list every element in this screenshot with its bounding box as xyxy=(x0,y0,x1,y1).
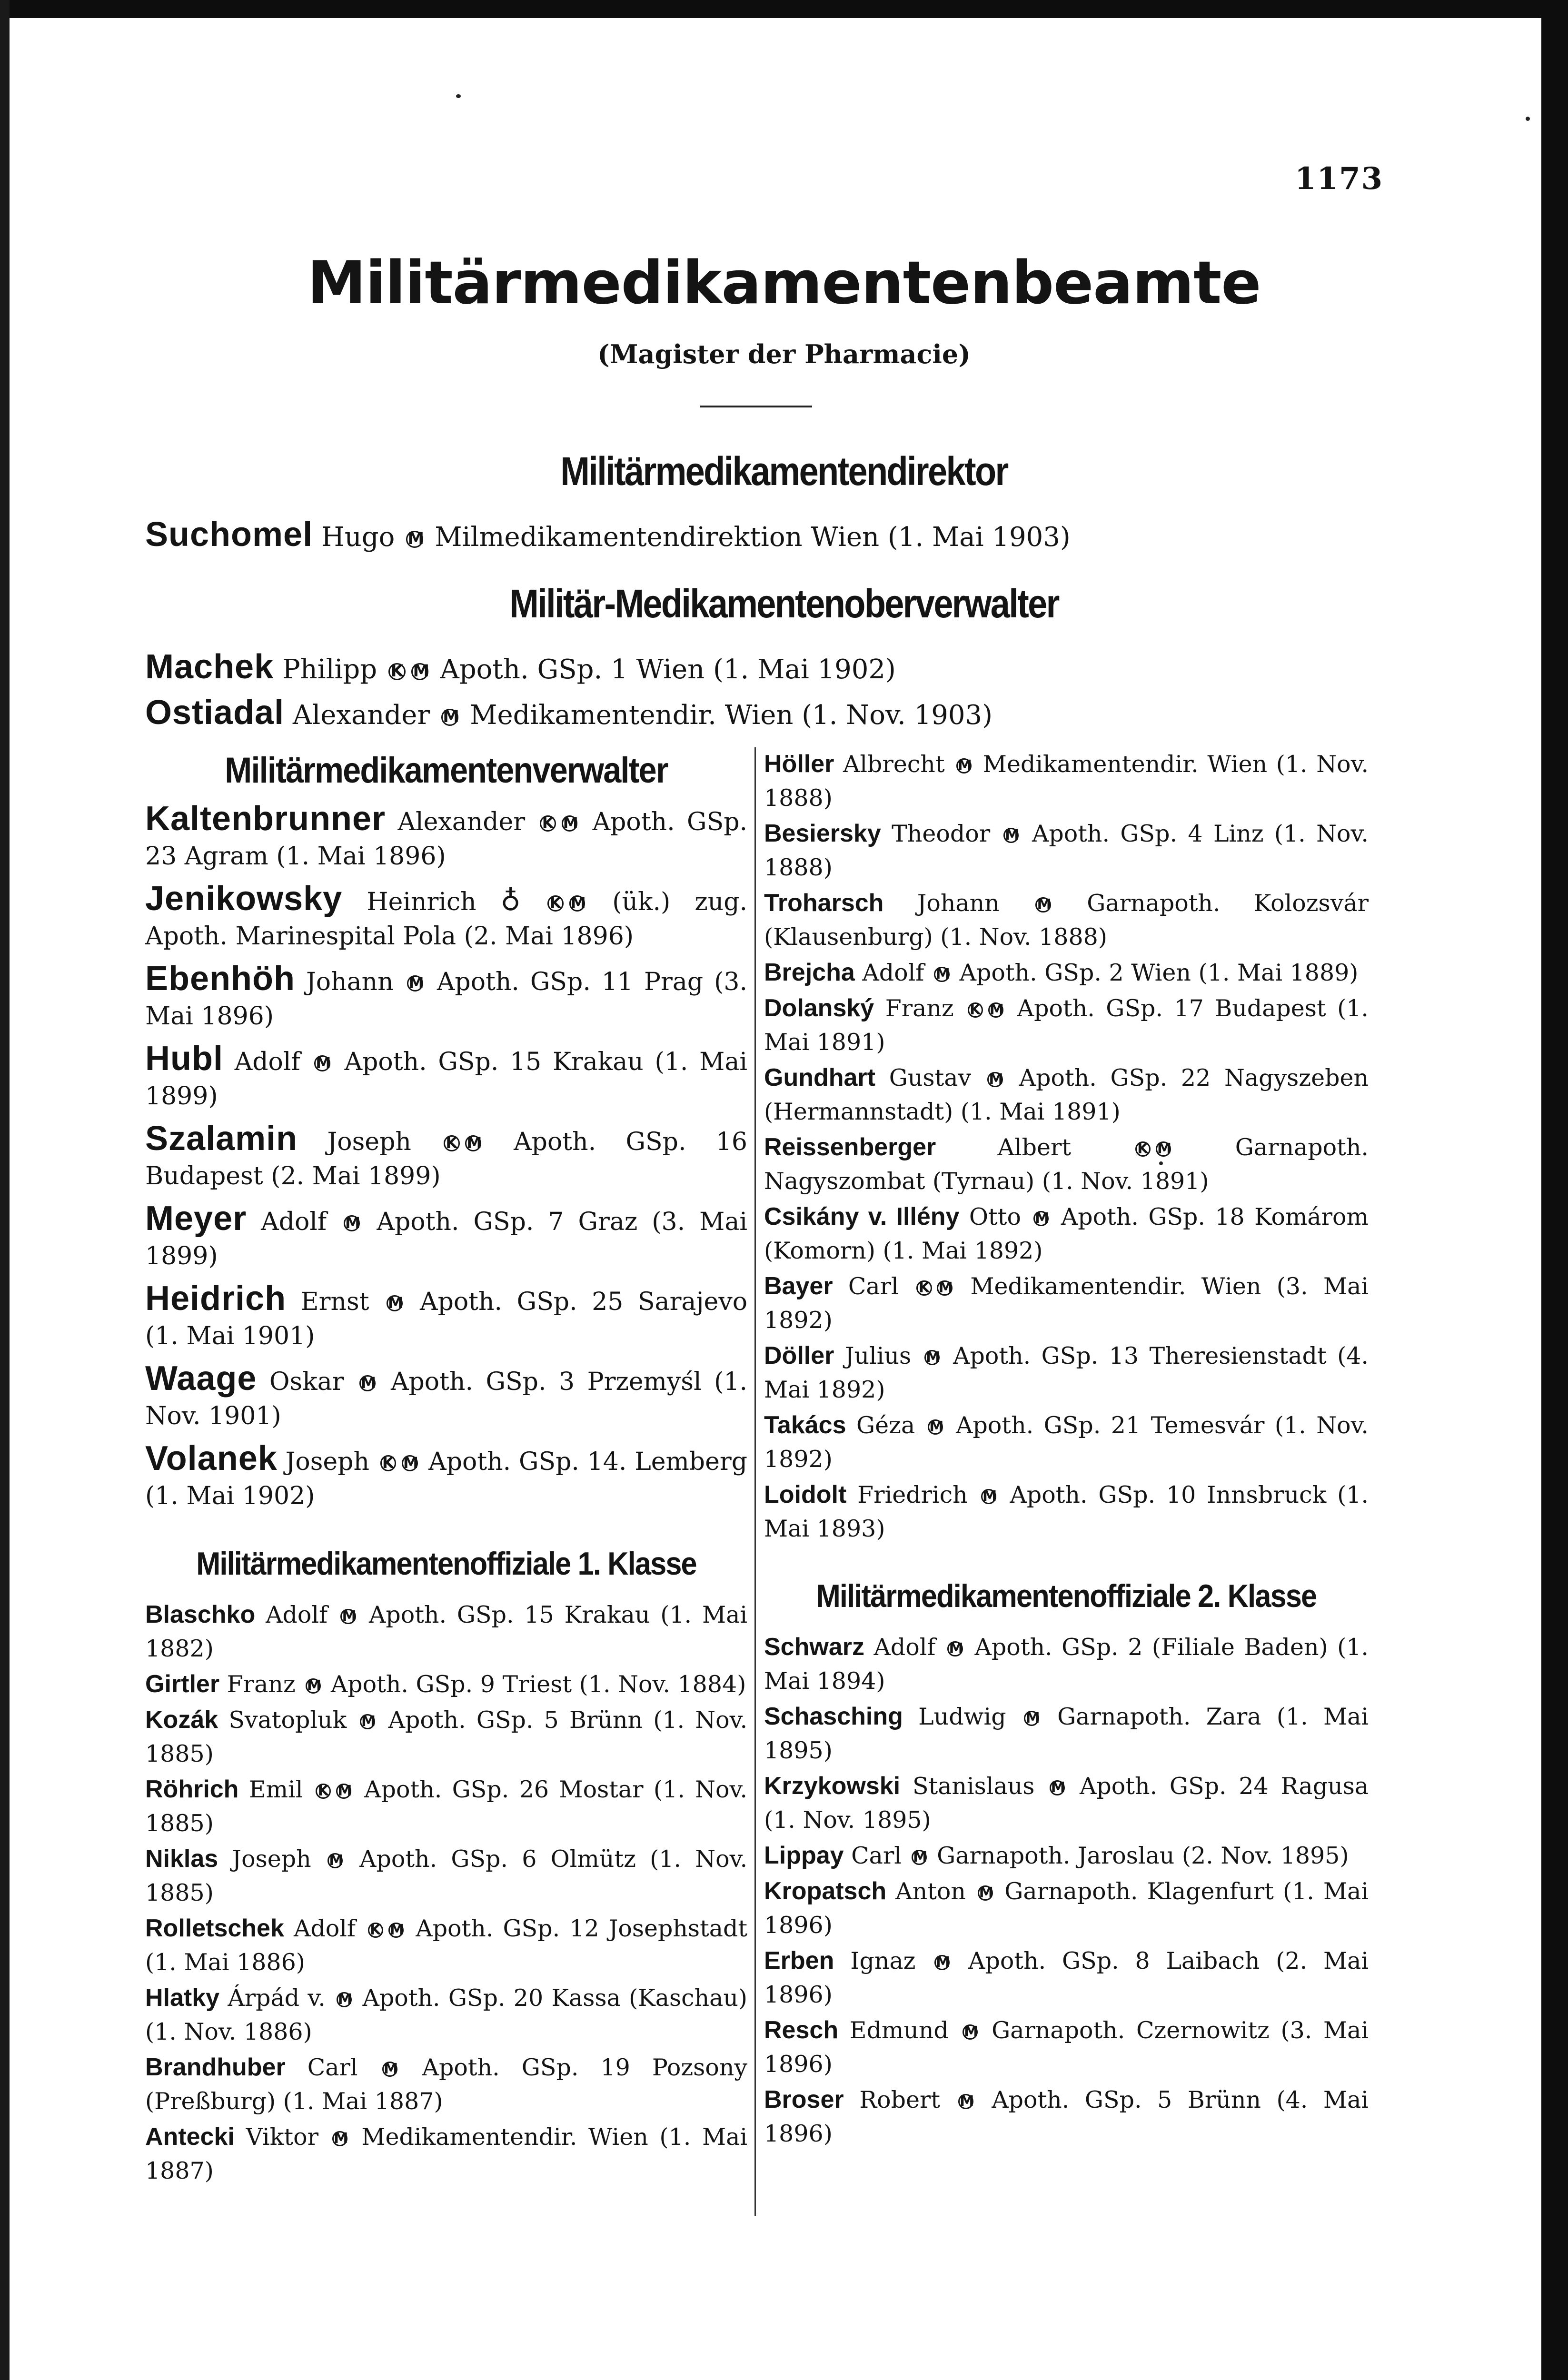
entry-surname: Rolletschek xyxy=(145,1914,284,1942)
entry-details: Medikamentendir. Wien (3. Mai 1892) xyxy=(764,1273,1369,1334)
entry-given-name: Gustav xyxy=(889,1064,972,1091)
m-mark-icon: M xyxy=(465,1135,481,1151)
entry-given-name: Edmund xyxy=(849,2017,949,2044)
list-entry xyxy=(764,1408,1369,1476)
entry-surname: Kropatsch xyxy=(764,1877,887,1905)
entry-surname: Machek xyxy=(145,648,274,686)
entry-given-name: Albert xyxy=(997,1134,1072,1161)
entry-details: Medikamentendir. Wien (1. Nov. 1888) xyxy=(764,751,1369,812)
m-mark-icon: M xyxy=(407,975,423,992)
list-entry xyxy=(764,2013,1369,2081)
entry-surname: Döller xyxy=(764,1342,834,1369)
list-entry xyxy=(764,1769,1369,1837)
entry-surname: Troharsch xyxy=(764,889,884,917)
section-heading-offiziale-1: Militärmedikamentenoffiziale 1. Klasse xyxy=(196,1546,696,1582)
entry-surname: Csikány v. Illény xyxy=(764,1203,960,1230)
entry-surname: Ebenhöh xyxy=(145,960,295,998)
entry-surname: Höller xyxy=(764,750,834,778)
list-entry xyxy=(145,691,1383,737)
entry-given-name: Joseph xyxy=(232,1845,311,1873)
entry-surname: Reissenberger xyxy=(764,1133,936,1161)
list-entry xyxy=(764,1061,1369,1129)
m-mark-icon: M xyxy=(441,709,458,726)
entry-given-name: Emil xyxy=(248,1776,303,1803)
entry-details: Apoth. GSp. 13 Theresienstadt (4. Mai 1892) xyxy=(764,1342,1369,1403)
k-mark-icon: K xyxy=(368,1923,383,1938)
page-title: Militärmedikamentenbeamte xyxy=(307,249,1261,317)
scan-speck xyxy=(1526,117,1530,121)
k-mark-icon: K xyxy=(316,1784,331,1799)
entry-details: Garnapoth. Nagyszombat (Tyrnau) (1. Nov. 1891) xyxy=(764,1134,1369,1195)
m-mark-icon: M xyxy=(1156,1141,1171,1157)
entry-details: Apoth. GSp. 23 Agram (1. Mai 1896) xyxy=(145,808,748,871)
entry-surname: Girtler xyxy=(145,1670,220,1698)
section-heading-oberverwalter: Militär-Medikamentenoberverwalter xyxy=(509,581,1059,626)
list-entry xyxy=(145,1281,747,1353)
m-mark-icon: M xyxy=(1035,897,1051,912)
scan-speck xyxy=(456,94,461,98)
list-entry xyxy=(145,882,747,953)
right-column xyxy=(764,747,1369,2152)
entry-details: Apoth. GSp. 6 Olmütz (1. Nov. 1885) xyxy=(145,1845,748,1906)
entry-surname: Loidolt xyxy=(764,1481,847,1508)
entry-details: Garnapoth. Kolozsvár (Klausenburg) (1. Nov. 1888) xyxy=(764,890,1369,951)
entry-surname: Waage xyxy=(145,1359,257,1398)
entry-given-name: Joseph xyxy=(327,1128,411,1156)
list-entry xyxy=(764,1700,1369,1767)
entry-details: Apoth. GSp. 22 Nagyszeben (Hermannstadt) (1. Mai 1891) xyxy=(764,1064,1369,1125)
entry-details: Apoth. GSp. 26 Mostar (1. Nov. 1885) xyxy=(145,1776,747,1837)
entry-given-name: Theodor xyxy=(892,820,991,847)
k-mark-icon: K xyxy=(1135,1141,1151,1157)
list-entry xyxy=(764,992,1369,1059)
entry-surname: Antecki xyxy=(145,2123,235,2151)
entry-surname: Niklas xyxy=(145,1845,218,1873)
entry-given-name: Philipp xyxy=(282,654,377,685)
entry-given-name: Adolf xyxy=(266,1601,328,1628)
entry-given-name: Julius xyxy=(844,1342,912,1369)
entry-details: Apoth. GSp. 9 Triest (1. Nov. 1884) xyxy=(330,1671,746,1698)
entry-given-name: Franz xyxy=(227,1671,296,1698)
entry-details: Apoth. GSp. 16 Budapest (2. Mai 1899) xyxy=(145,1128,747,1190)
m-mark-icon: M xyxy=(388,1923,404,1938)
list-entry xyxy=(764,1630,1369,1698)
entry-surname: Brejcha xyxy=(764,959,855,986)
entry-surname: Hubl xyxy=(145,1040,223,1078)
entry-details: Garnapoth. Zara (1. Mai 1895) xyxy=(764,1703,1369,1764)
entry-details: Apoth. GSp. 18 Komárom (Komorn) (1. Mai 1892) xyxy=(764,1203,1369,1264)
list-entry xyxy=(145,2051,747,2118)
entry-given-name: Adolf xyxy=(294,1915,356,1942)
list-entry xyxy=(145,2120,747,2188)
m-mark-icon: M xyxy=(340,1609,356,1624)
left-column xyxy=(145,743,747,2190)
m-mark-icon: M xyxy=(934,1955,950,1970)
m-mark-icon: M xyxy=(1024,1711,1039,1726)
list-entry xyxy=(145,1912,747,1979)
entry-details: Apoth. GSp. 10 Innsbruck (1. Mai 1893) xyxy=(764,1481,1369,1542)
entry-given-name: Adolf xyxy=(234,1048,300,1076)
m-mark-icon: M xyxy=(314,1055,330,1071)
entry-given-name: Adolf xyxy=(862,959,924,986)
entry-details: Apoth. GSp. 24 Ragusa (1. Nov. 1895) xyxy=(764,1773,1369,1834)
entry-details: Apoth. GSp. 20 Kassa (Kaschau) (1. Nov. 1886) xyxy=(145,1984,748,2045)
list-entry xyxy=(145,1441,747,1513)
entry-given-name: Hugo xyxy=(321,522,395,553)
entry-details: Apoth. GSp. 4 Linz (1. Nov. 1888) xyxy=(764,820,1369,881)
m-mark-icon: M xyxy=(382,2062,397,2077)
m-mark-icon: M xyxy=(987,1072,1002,1087)
entry-given-name: Otto xyxy=(969,1203,1021,1230)
offiziale-1-continued-list xyxy=(764,747,1369,1546)
entry-surname: Gundhart xyxy=(764,1064,875,1091)
list-entry xyxy=(764,1339,1369,1407)
entry-surname: Brandhuber xyxy=(145,2053,286,2081)
list-entry xyxy=(145,1667,747,1701)
m-mark-icon: M xyxy=(344,1215,360,1231)
entry-given-name: Carl xyxy=(848,1273,899,1300)
m-mark-icon: M xyxy=(924,1350,940,1365)
entry-given-name: Carl xyxy=(307,2054,358,2081)
entry-surname: Resch xyxy=(764,2016,839,2044)
entry-given-name: Heinrich xyxy=(367,888,476,916)
entry-details: (ük.) zug. Apoth. Marinespital Pola (2. Mai 1896) xyxy=(145,888,748,951)
entry-details: Apoth. GSp. 15 Krakau (1. Mai 1899) xyxy=(145,1048,747,1111)
entry-surname: Blaschko xyxy=(145,1601,256,1628)
entry-details: Apoth. GSp. 2 (Filiale Baden) (1. Mai 1894) xyxy=(764,1634,1369,1695)
list-entry xyxy=(145,645,1383,691)
entry-surname: Röhrich xyxy=(145,1775,239,1803)
m-mark-icon: M xyxy=(332,2131,347,2146)
page-number: 1173 xyxy=(1295,161,1384,197)
list-entry xyxy=(764,1269,1369,1337)
list-entry xyxy=(145,1981,747,2049)
m-mark-icon: M xyxy=(1033,1211,1049,1226)
m-mark-icon: M xyxy=(981,1489,996,1504)
entry-details: Milmedikamentendirektion Wien (1. Mai 1903) xyxy=(435,522,1071,553)
m-mark-icon: M xyxy=(562,815,578,832)
entry-details: Apoth. GSp. 21 Temesvár (1. Nov. 1892) xyxy=(764,1412,1369,1473)
offiziale-2-list xyxy=(764,1630,1369,2151)
entry-surname: Erben xyxy=(764,1947,834,1974)
m-mark-icon: M xyxy=(928,1419,943,1435)
m-mark-icon: M xyxy=(963,2024,978,2040)
entry-surname: Hlatky xyxy=(145,1984,220,2012)
entry-details: Apoth. GSp. 11 Prag (3. Mai 1896) xyxy=(145,968,748,1031)
entry-details: Medikamentendir. Wien (1. Nov. 1903) xyxy=(470,700,992,731)
entry-given-name: Ernst xyxy=(300,1288,369,1316)
entry-surname: Jenikowsky xyxy=(145,880,343,918)
list-entry xyxy=(145,1773,747,1840)
list-entry xyxy=(145,962,747,1033)
entry-given-name: Svatopluk xyxy=(228,1706,347,1734)
column-divider xyxy=(754,747,756,2216)
section-heading-verwalter: Militärmedikamentenverwalter xyxy=(225,750,668,791)
entry-given-name: Oskar xyxy=(269,1368,344,1396)
entry-surname: Lippay xyxy=(764,1842,844,1869)
entry-given-name: Joseph xyxy=(285,1448,369,1476)
entry-given-name: Adolf xyxy=(261,1208,327,1236)
list-entry xyxy=(764,1200,1369,1268)
scan-border-top xyxy=(0,0,1568,18)
list-entry xyxy=(764,956,1369,990)
entry-surname: Besiersky xyxy=(764,820,881,847)
entry-details: Apoth. GSp. 19 Pozsony (Preßburg) (1. Mai 1887) xyxy=(145,2054,748,2115)
entry-details: Apoth. GSp. 15 Krakau (1. Mai 1882) xyxy=(145,1601,748,1662)
entry-details: Medikamentendir. Wien (1. Mai 1887) xyxy=(145,2123,748,2184)
entry-given-name: Ignaz xyxy=(850,1947,916,1974)
entry-surname: Ostiadal xyxy=(145,694,285,732)
k-mark-icon: K xyxy=(444,1135,460,1151)
m-mark-icon: M xyxy=(934,967,949,982)
title-rule xyxy=(700,406,812,407)
entry-given-name: Adolf xyxy=(873,1634,936,1661)
list-entry xyxy=(145,1598,747,1666)
entry-surname: Schwarz xyxy=(764,1633,864,1661)
m-mark-icon: M xyxy=(1050,1780,1065,1795)
m-mark-icon: M xyxy=(411,663,428,680)
m-mark-icon: M xyxy=(958,2094,973,2109)
entry-given-name: Johann xyxy=(306,968,394,996)
m-mark-icon: M xyxy=(988,1002,1003,1018)
entry-details: Apoth. GSp. 7 Graz (3. Mai 1899) xyxy=(145,1208,748,1270)
entry-surname: Takács xyxy=(764,1411,846,1439)
m-mark-icon: M xyxy=(402,1455,418,1471)
entry-surname: Volanek xyxy=(145,1439,278,1478)
m-mark-icon: M xyxy=(306,1678,321,1694)
entry-details: Apoth. GSp. 3 Przemyśl (1. Nov. 1901) xyxy=(145,1368,748,1430)
entry-details: Apoth. GSp. 17 Budapest (1. Mai 1891) xyxy=(764,995,1369,1056)
list-entry xyxy=(145,1842,747,1910)
entry-surname: Suchomel xyxy=(145,516,313,554)
k-mark-icon: K xyxy=(540,815,556,832)
list-entry xyxy=(764,2083,1369,2151)
entry-details: Apoth. GSp. 1 Wien (1. Mai 1902) xyxy=(440,654,896,685)
entry-given-name: Carl xyxy=(851,1842,902,1869)
list-entry xyxy=(145,802,747,873)
section-heading-direktor: Militärmedikamentendirektor xyxy=(560,449,1008,494)
k-mark-icon: K xyxy=(916,1280,932,1296)
entry-given-name: Árpád v. xyxy=(228,1984,326,2012)
entry-symbol: ♁ xyxy=(500,885,521,917)
m-mark-icon: M xyxy=(387,1295,403,1311)
entry-given-name: Stanislaus xyxy=(912,1773,1035,1800)
m-mark-icon: M xyxy=(327,1853,343,1868)
list-entry xyxy=(764,1478,1369,1546)
entry-given-name: Alexander xyxy=(397,808,526,836)
list-entry xyxy=(145,1121,747,1193)
entry-given-name: Johann xyxy=(917,890,1000,917)
list-entry xyxy=(764,1839,1369,1873)
list-entry xyxy=(764,1874,1369,1942)
m-mark-icon: M xyxy=(937,1280,952,1296)
entry-given-name: Ludwig xyxy=(918,1703,1006,1730)
k-mark-icon: K xyxy=(547,895,564,912)
list-entry xyxy=(145,1703,747,1771)
m-mark-icon: M xyxy=(360,1714,375,1729)
entry-details: Garnapoth. Jaroslau (2. Nov. 1895) xyxy=(937,1842,1349,1869)
list-entry xyxy=(145,1361,747,1433)
entry-surname: Kaltenbrunner xyxy=(145,800,386,838)
entry-details: Apoth. GSp. 25 Sarajevo (1. Mai 1901) xyxy=(145,1288,748,1350)
list-entry xyxy=(764,1944,1369,2012)
m-mark-icon: M xyxy=(337,1992,352,2007)
entry-given-name: Friedrich xyxy=(857,1481,968,1508)
page-subtitle: (Magister der Pharmacie) xyxy=(597,339,971,369)
list-entry xyxy=(145,513,1383,559)
m-mark-icon: M xyxy=(912,1850,927,1865)
entry-surname: Heidrich xyxy=(145,1279,287,1318)
entry-surname: Dolanský xyxy=(764,994,874,1022)
entry-given-name: Viktor xyxy=(246,2123,319,2151)
entry-surname: Meyer xyxy=(145,1200,247,1238)
entry-details: Apoth. GSp. 12 Josephstadt (1. Mai 1886) xyxy=(145,1915,748,1976)
entry-details: Apoth. GSp. 2 Wien (1. Mai 1889) xyxy=(959,959,1359,986)
entry-details: Apoth. GSp. 8 Laibach (2. Mai 1896) xyxy=(764,1947,1369,2008)
m-mark-icon: M xyxy=(406,531,423,548)
entry-details: Apoth. GSp. 5 Brünn (1. Nov. 1885) xyxy=(145,1706,748,1767)
list-entry xyxy=(145,1201,747,1273)
entry-details: Apoth. GSp. 5 Brünn (4. Mai 1896) xyxy=(764,2086,1369,2147)
entry-details: Apoth. GSp. 14. Lemberg (1. Mai 1902) xyxy=(145,1448,748,1510)
entry-surname: Bayer xyxy=(764,1272,833,1300)
entry-given-name: Robert xyxy=(859,2086,941,2113)
m-mark-icon: M xyxy=(336,1784,351,1799)
list-entry xyxy=(764,1130,1369,1198)
m-mark-icon: M xyxy=(947,1641,963,1656)
entry-details: Garnapoth. Czernowitz (3. Mai 1896) xyxy=(764,2017,1369,2078)
m-mark-icon: M xyxy=(956,758,972,774)
section-heading-offiziale-2: Militärmedikamentenoffiziale 2. Klasse xyxy=(816,1578,1317,1614)
list-entry xyxy=(764,747,1369,815)
m-mark-icon: M xyxy=(569,895,586,912)
m-mark-icon: M xyxy=(359,1375,376,1391)
k-mark-icon: K xyxy=(388,663,406,680)
entry-surname: Kozák xyxy=(145,1706,218,1734)
verwalter-list xyxy=(145,802,747,1513)
entry-given-name: Alexander xyxy=(292,700,430,731)
list-entry xyxy=(145,1041,747,1113)
k-mark-icon: K xyxy=(380,1455,397,1471)
entry-details: Garnapoth. Klagenfurt (1. Mai 1896) xyxy=(764,1878,1369,1939)
m-mark-icon: M xyxy=(978,1885,993,1901)
entry-surname: Broser xyxy=(764,2086,844,2113)
entry-given-name: Albrecht xyxy=(843,751,945,778)
m-mark-icon: M xyxy=(1003,828,1019,843)
entry-given-name: Franz xyxy=(885,995,954,1022)
entry-given-name: Anton xyxy=(895,1878,966,1905)
entry-surname: Krzykowski xyxy=(764,1772,901,1800)
list-entry xyxy=(764,886,1369,954)
entry-surname: Szalamin xyxy=(145,1120,298,1158)
list-entry xyxy=(764,817,1369,884)
entry-given-name: Géza xyxy=(856,1412,915,1439)
k-mark-icon: K xyxy=(968,1002,983,1018)
offiziale-1-list xyxy=(145,1598,747,2188)
entry-surname: Schasching xyxy=(764,1703,903,1730)
